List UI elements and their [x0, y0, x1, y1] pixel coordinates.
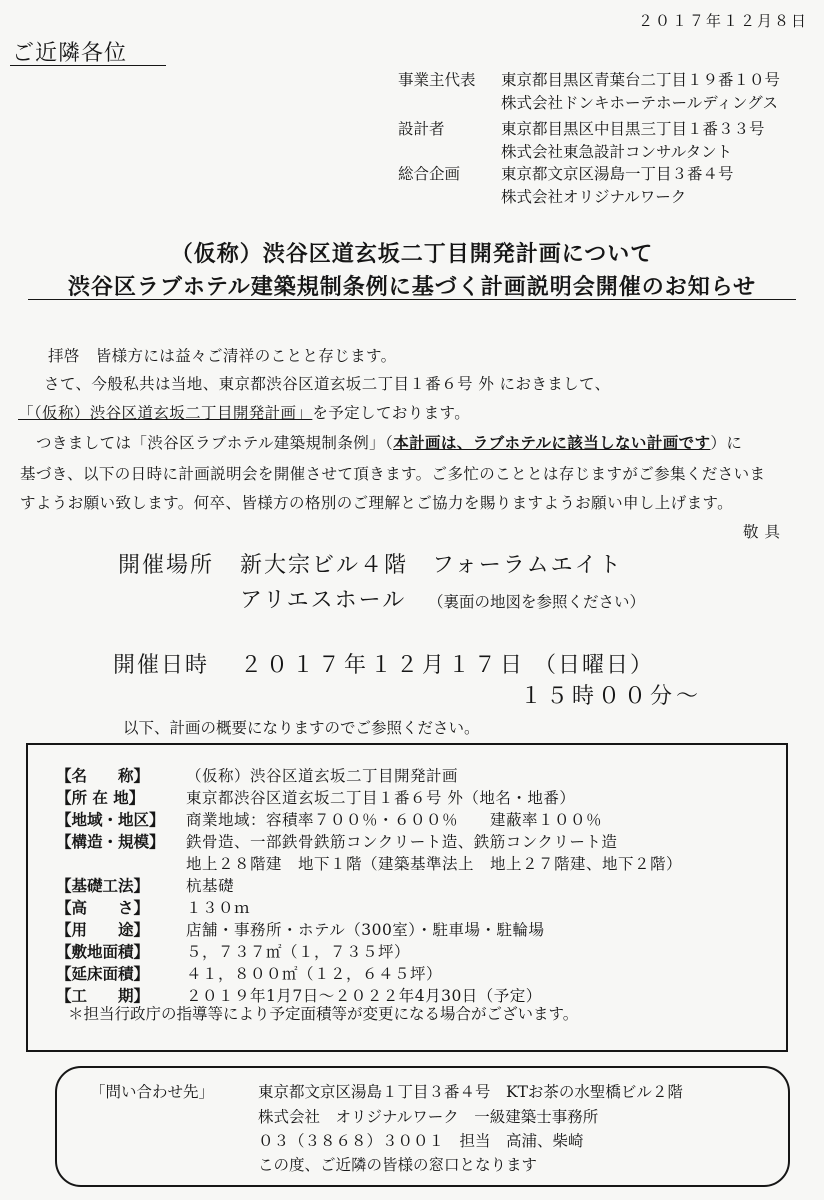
venue-building: 新大宗ビル４階 フォーラムエイト [240, 553, 623, 578]
addressee: ご近隣各位 [12, 41, 128, 66]
datetime-label: 開催日時 [113, 653, 210, 678]
venue-map-note: （裏面の地図を参照ください） [428, 593, 646, 611]
body-paragraph-plan [18, 401, 470, 423]
overview-label: 【所 在 地】 [56, 788, 145, 807]
ordinance-end: ）に [710, 434, 743, 452]
ordinance-notice: 本計画は、ラブホテルに該当しない計画です [393, 433, 711, 452]
org-address: 東京都文京区湯島一丁目３番４号 [501, 165, 734, 183]
overview-value: 鉄骨造、一部鉄骨鉄筋コンクリート造、鉄筋コンクリート造 [186, 833, 618, 851]
signoff: 敬具 [742, 523, 786, 541]
body-paragraph-ordinance [36, 431, 742, 453]
body-paragraph-request: すようお願い致します。何卒、皆様方の格別のご理解とご協力を賜りますようお願い申し上げます。 [20, 494, 734, 512]
datetime-date: ２０１７年１２月１７日 [240, 653, 527, 678]
contact-phone: ０３（３８６８）３００１ 担当 高浦、柴崎 [258, 1132, 584, 1150]
org-company: 株式会社東急設計コンサルタント [501, 143, 733, 161]
overview-value: ２０１９年1月7日～２０２２年4月30日（予定） [186, 987, 542, 1005]
org-role: 設計者 [398, 120, 445, 138]
contact-company: 株式会社 オリジナルワーク 一級建築士事務所 [258, 1108, 599, 1126]
addressee-underline [10, 65, 166, 66]
plan-name-underlined: 「（仮称）渋谷区道玄坂二丁目開発計画」 [18, 404, 313, 422]
overview-value: 東京都渋谷区道玄坂二丁目１番６号 外（地名・地番） [186, 789, 576, 807]
overview-note: ＊担当行政庁の指導等により予定面積等が変更になる場合がございます。 [68, 1005, 579, 1023]
org-role: 総合企画 [398, 165, 461, 183]
org-company: 株式会社オリジナルワーク [501, 188, 687, 206]
title-line-1: （仮称）渋谷区道玄坂二丁目開発計画について [170, 241, 654, 267]
overview-intro: 以下、計画の概要になりますのでご参照ください。 [123, 719, 480, 737]
overview-value: ４１，８００㎡（１２，６４５坪） [186, 965, 443, 983]
org-role: 事業主代表 [398, 71, 476, 89]
overview-label: 【基礎工法】 [56, 876, 150, 895]
overview-label: 【延床面積】 [56, 964, 150, 983]
overview-value: 地上２８階建 地下１階（建築基準法上 地上２７階建、地下２階） [186, 855, 683, 873]
overview-label: 【用 途】 [56, 920, 150, 939]
overview-value: 店舗・事務所・ホテル（300室）・駐車場・駐輪場 [186, 921, 545, 939]
overview-label: 【高 さ】 [56, 898, 150, 917]
body-greeting: 拝啓 皆様方には益々ご清祥のことと存じます。 [48, 347, 397, 365]
overview-value: 杭基礎 [186, 877, 235, 895]
contact-address: 東京都文京区湯島１丁目３番４号 KTお茶の水聖橋ビル２階 [258, 1083, 683, 1101]
org-company: 株式会社ドンキホーテホールディングス [501, 94, 778, 112]
overview-label: 【敷地面積】 [56, 942, 150, 961]
contact-label: 「問い合わせ先」 [90, 1083, 215, 1101]
overview-label: 【名 称】 [56, 766, 150, 785]
document-date: ２０１７年１２月８日 [637, 12, 808, 30]
venue-hall: アリエスホール [240, 588, 407, 613]
contact-note: この度、ご近隣の皆様の窓口となります [258, 1156, 538, 1174]
overview-value: 商業地域：容積率７００％・６００％ 建蔽率１００％ [186, 811, 603, 829]
datetime-weekday: （日曜日） [534, 653, 655, 678]
plan-name-rest: を予定しております。 [312, 404, 471, 422]
body-paragraph-location: さて、今般私共は当地、東京都渋谷区道玄坂二丁目１番６号 外 におきまして、 [44, 375, 611, 393]
overview-value: １３０ｍ [186, 899, 251, 917]
overview-value: （仮称）渋谷区道玄坂二丁目開発計画 [186, 767, 459, 785]
ordinance-start: つきましては「渋谷区ラブホテル建築規制条例」（ [36, 434, 394, 452]
datetime-time: １５時００分～ [520, 684, 703, 709]
venue-label: 開催場所 [118, 553, 215, 578]
overview-label: 【工 期】 [56, 986, 150, 1005]
overview-value: ５，７３７㎡（１，７３５坪） [186, 943, 411, 961]
org-address: 東京都目黒区中目黒三丁目１番３３号 [501, 120, 765, 138]
body-paragraph-meeting: 基づき、以下の日時に計画説明会を開催させて頂きます。ご多忙のこととは存じますがご参集くださいま [20, 465, 766, 483]
overview-label: 【地域・地区】 [56, 810, 165, 829]
overview-label: 【構造・規模】 [56, 832, 165, 851]
title-underline [28, 299, 796, 300]
title-line-2: 渋谷区ラブホテル建築規制条例に基づく計画説明会開催のお知らせ [67, 274, 757, 300]
org-address: 東京都目黒区青葉台二丁目１９番１０号 [501, 71, 781, 89]
